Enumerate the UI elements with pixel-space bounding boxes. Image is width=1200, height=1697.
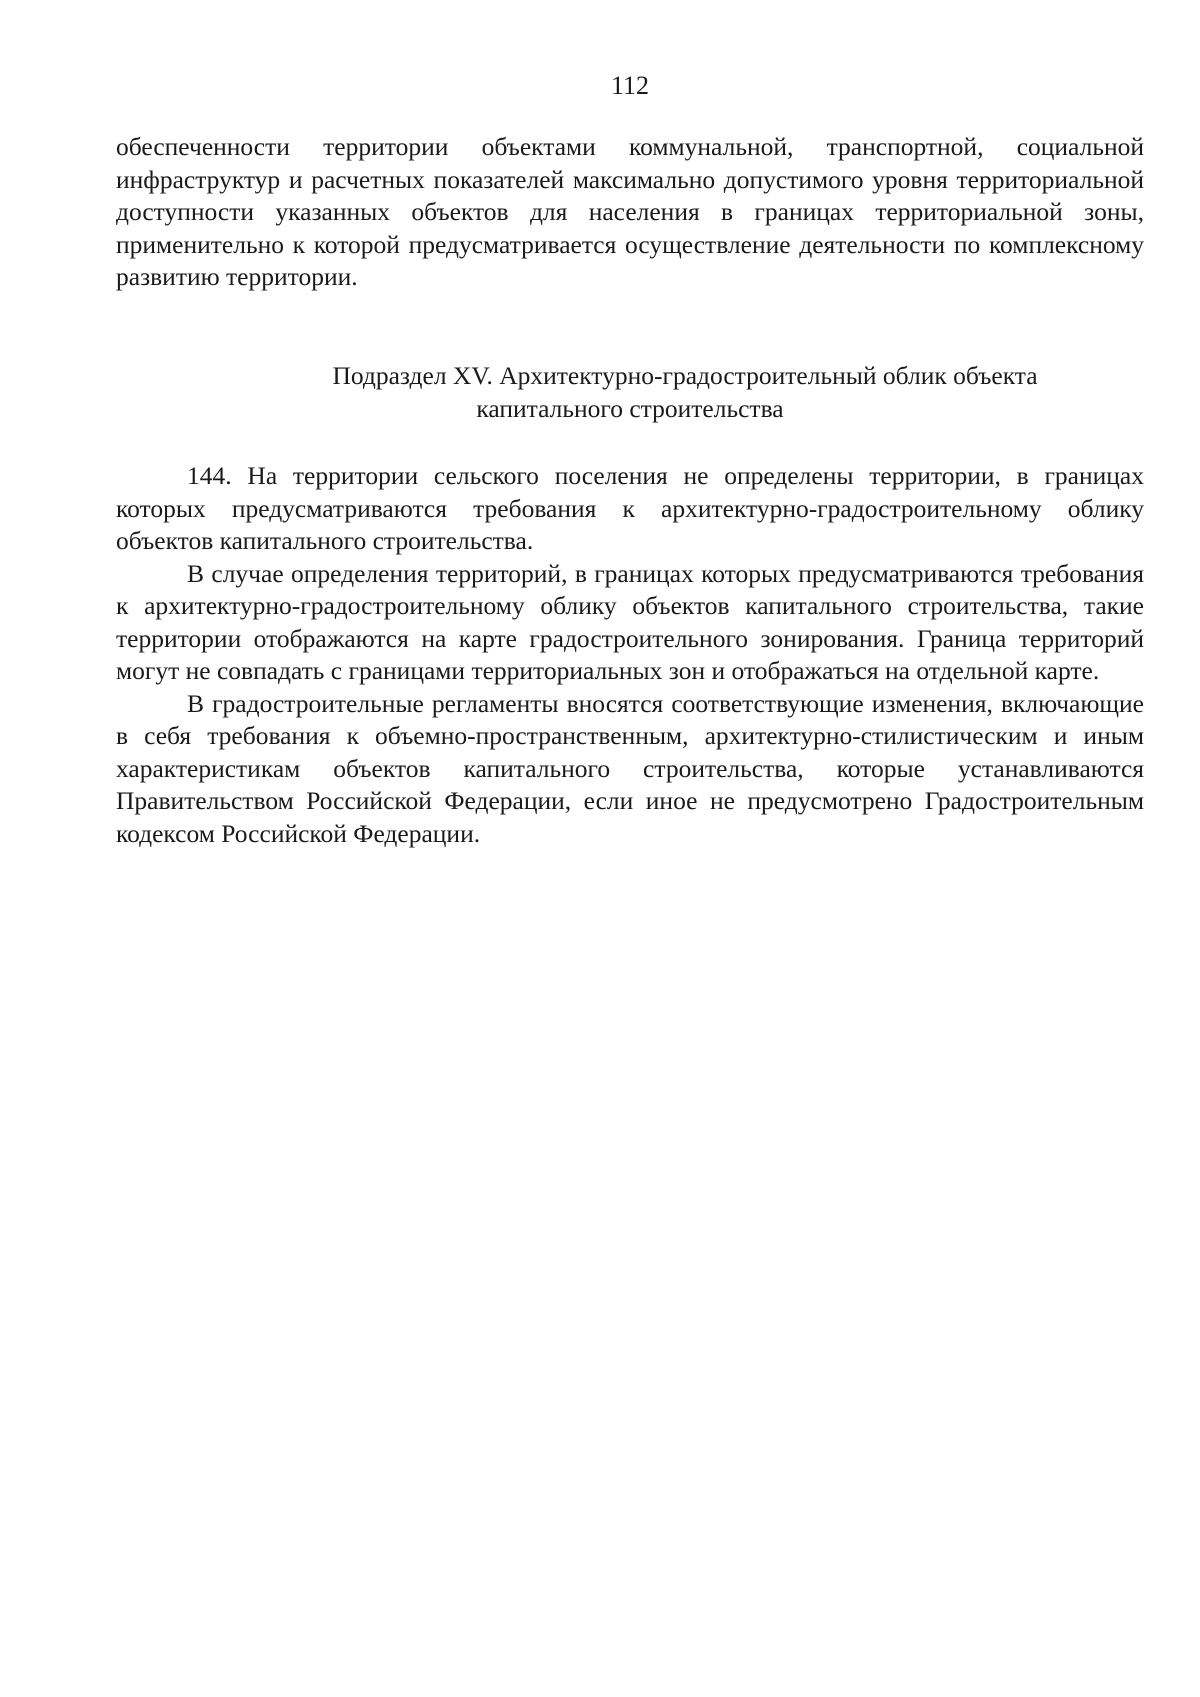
page-number: 112 bbox=[610, 71, 650, 100]
section-heading bbox=[116, 360, 1144, 425]
section-body bbox=[116, 460, 1144, 850]
paragraph-regulations-changes: В градостроительные регламенты вносятся соответствующие изменения, включающие в себя требования к объемно-пространственным, архитектурно-стилистическим и иным характеристикам объектов капитального строительства, которые устанавливаются Правительством Российской Федерации, если иное не предусмотрено Градостроительным кодексом Российской Федерации. bbox=[116, 688, 1144, 848]
section-heading-line-1: Подраздел XV. Архитектурно-градостроительный облик объекта bbox=[332, 361, 1038, 390]
continuation-block bbox=[116, 131, 1144, 294]
paragraph-territory-definition: В случае определения территорий, в границах которых предусматриваются требования к архитектурно-градостроительному облику объектов капитального строительства, такие территории отображаются на карте градостроительного зонирования. Граница территорий могут не совпадать с границами территориальных зон и отображаться на отдельной карте. bbox=[116, 558, 1144, 685]
section-heading-line-2: капитального строительства bbox=[476, 393, 784, 423]
paragraph-144: 144. На территории сельского поселения не определены территории, в границах которых предусматриваются требования к архитектурно-градостроительному облику объектов капитального строительства. bbox=[116, 461, 1144, 555]
continuation-paragraph: обеспеченности территории объектами коммунальной, транспортной, социальной инфраструктур и расчетных показателей максимально допустимого уровня территориальной доступности указанных объектов для населения в границах территориальной зоны, применительно к которой предусматривается осуществление деятельности по комплексному развитию территории. bbox=[116, 132, 1144, 291]
